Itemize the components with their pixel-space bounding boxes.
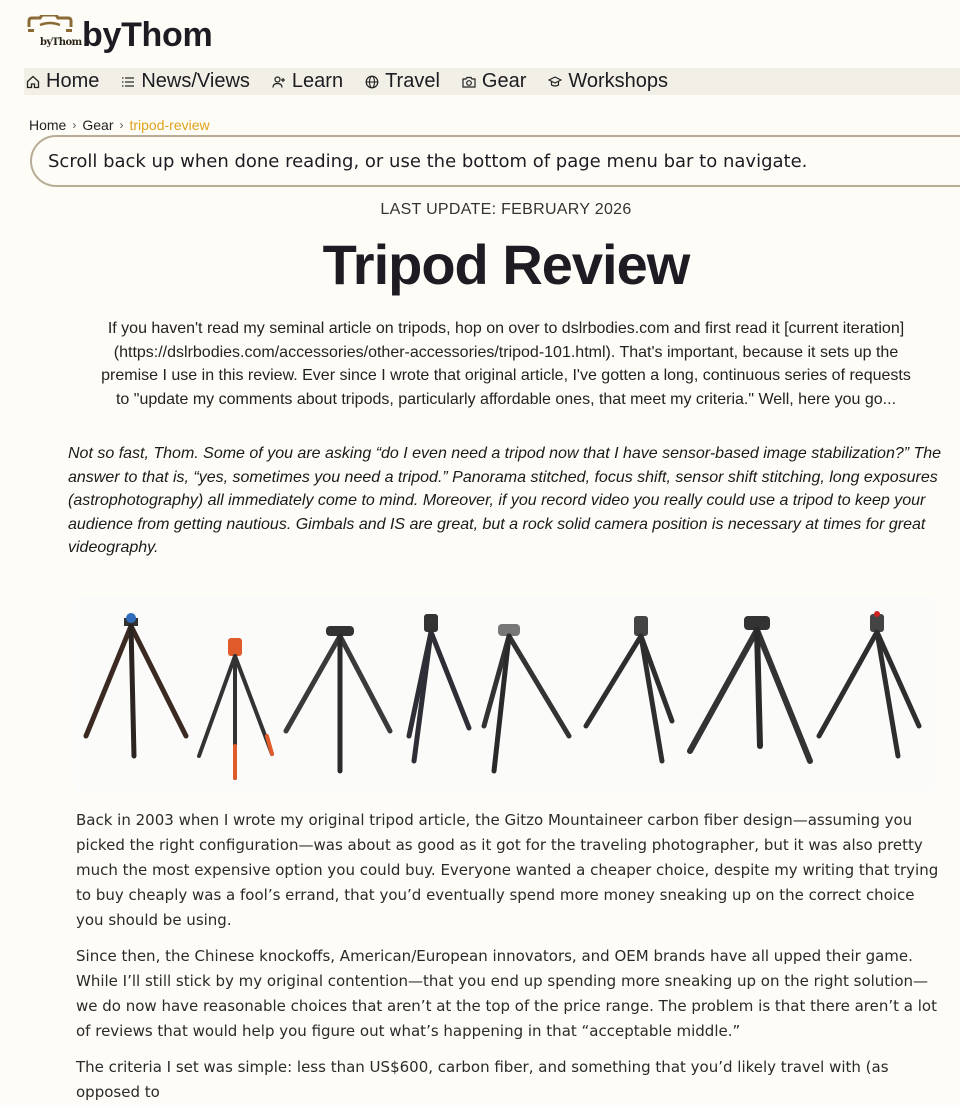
tripod-5 <box>484 624 569 771</box>
camera-icon <box>462 75 476 89</box>
tripod-2 <box>199 638 272 778</box>
nav-label: Travel <box>385 70 440 92</box>
nav-item-gear[interactable] <box>462 70 526 93</box>
body-paragraph-2: Since then, the Chinese knockoffs, American/European innovators, and OEM brands have all upped their game. While I’ll still stick by my original contention—that you end up spending more sneaking up on the right solution—we do now have reasonable choices that aren’t at the top of the price range. The problem is that there aren’t a lot of reviews that would help you figure out what’s happening in that “acceptable middle.” <box>76 947 937 1040</box>
tripods-illustration <box>74 596 936 794</box>
aside-paragraph: Not so fast, Thom. Some of you are asking “do I even need a tripod now that I have sensor-based image stabilization?” The answer to that is, “yes, sometimes you need a tripod.” Panorama stitched, focus shift, sensor shift stitching, long exposures (astrophotography) all immediately come to mind. Moreover, if you record video you really could use a tripod to keep your audience from getting nautious. Gimbals and IS are great, but a rock solid camera position is necessary at times for great videography. <box>68 445 942 556</box>
nav-item-travel[interactable] <box>365 70 440 93</box>
breadcrumb-current: tripod-review <box>129 117 210 133</box>
nav-label: Home <box>46 70 100 92</box>
logo-text: byThom <box>40 37 82 48</box>
body-paragraph-1: Back in 2003 when I wrote my original tripod article, the Gitzo Mountaineer carbon fiber design—assuming you picked the right configuration—was about as good as it got for the traveling photographer, but it was also pretty much the most expensive option you could buy. Everyone wanted a cheaper choice, despite my writing that trying to buy cheaply was a fool’s errand, that you’d eventually spend more money sneaking up on the correct choice you should be using. <box>76 811 939 929</box>
page-title: Tripod Review <box>322 233 690 296</box>
site-logo[interactable] <box>26 15 82 55</box>
breadcrumb <box>29 117 210 133</box>
breadcrumb-home[interactable]: Home <box>29 117 67 133</box>
nav-item-news-views[interactable] <box>121 70 250 93</box>
globe-icon <box>365 75 379 89</box>
tripod-6 <box>586 616 672 761</box>
tripod-8 <box>819 611 919 756</box>
tripod-1 <box>86 613 186 756</box>
breadcrumb-gear[interactable]: Gear <box>82 117 114 133</box>
navigation-notice: Scroll back up when done reading, or use the bottom of page menu bar to navigate. <box>30 135 960 187</box>
body-paragraph-3: The criteria I set was simple: less than US$600, carbon fiber, and something that you’d likely travel with (as opposed to <box>76 1058 889 1101</box>
nav-label: Workshops <box>568 70 669 92</box>
home-icon <box>26 75 40 89</box>
graduation-cap-icon <box>548 75 562 89</box>
nav-item-home[interactable] <box>26 70 99 93</box>
user-plus-icon <box>272 75 286 89</box>
nav-item-learn[interactable] <box>272 70 343 93</box>
tripod-7 <box>690 616 810 761</box>
tripod-3 <box>286 626 390 771</box>
last-update: LAST UPDATE: FEBRUARY 2026 <box>380 201 632 218</box>
list-icon <box>121 75 135 89</box>
tripods-hero-image <box>74 596 936 794</box>
nav-label: News/Views <box>141 70 250 92</box>
nav-item-workshops[interactable] <box>548 70 668 93</box>
tripod-4 <box>409 614 469 761</box>
chevron-right-icon: › <box>72 118 77 132</box>
camera-logo-icon <box>26 15 74 55</box>
chevron-right-icon: › <box>119 118 124 132</box>
intro-paragraph: If you haven't read my seminal article on tripods, hop on over to dslrbodies.com and first read it [current iteration] (https://dslrbodies.com/accessories/other-accessories/tripod-101.html). That's important, because it sets up the premise I use in this review. Ever since I wrote that original article, I've gotten a long, continuous series of requests to "update my comments about tripods, particularly affordable ones, that meet my criteria." Well, here you go... <box>101 320 911 408</box>
main-nav <box>24 68 960 95</box>
site-brand[interactable]: byThom <box>82 15 213 54</box>
nav-label: Gear <box>481 70 527 92</box>
site-header <box>26 12 212 58</box>
nav-label: Learn <box>291 70 344 92</box>
